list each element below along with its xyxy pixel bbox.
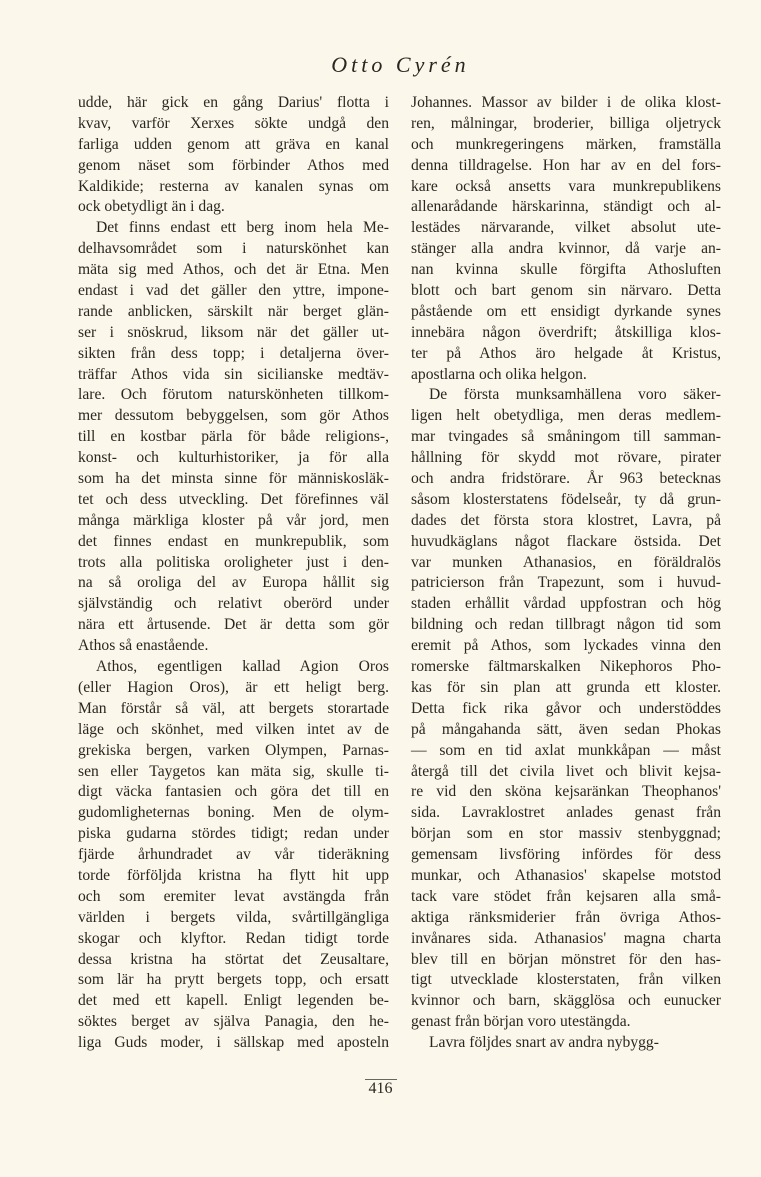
left-column-line: läge och skönhet, med vilken intet av de <box>78 720 389 738</box>
right-column-line: var munken Athanasios, en föräldralös <box>411 553 721 571</box>
right-column-line: ligen helt obetydliga, men deras medlem- <box>411 407 721 425</box>
right-column-line: stänger alla andra kvinnor, då varje an- <box>411 240 721 258</box>
left-column-line: nära ett årtusende. Det är detta som gör <box>78 616 389 634</box>
left-column-line: na så oroliga del av Europa hållit sig <box>78 574 389 592</box>
left-column-line: genom näset som förbinder Athos med <box>78 156 389 174</box>
left-column-line: söktes berget av själva Panagia, den he- <box>78 1013 389 1031</box>
left-column-line: det med ett kapell. Enligt legenden be- <box>78 992 389 1010</box>
left-column-line: till en kostbar pärla för både religions-, <box>78 428 389 446</box>
left-column-line: gudomligheternas boning. Men de olym- <box>78 804 389 822</box>
left-column-line: det finnes endast en munkrepublik, som <box>78 532 389 550</box>
left-column-line: piska gudarna stördes tidigt; redan under <box>78 825 389 843</box>
right-column-line: på mångahanda sätt, även sedan Phokas <box>411 720 721 738</box>
left-column-line: trots alla politiska oroligheter just i den- <box>78 553 389 571</box>
left-column-line: många märkliga kloster på vår jord, men <box>78 511 389 529</box>
right-column-line: munkar, och Athanasios' skapelse motstod <box>411 866 721 884</box>
running-header: Otto Cyrén <box>331 52 470 77</box>
left-column-line: delhavsområdet som i naturskönhet kan <box>78 240 389 258</box>
left-column-line: dessa kristna ha störtat det Zeusaltare, <box>78 950 389 968</box>
right-column-line: allenarådande härskarinna, ständigt och al- <box>411 198 721 216</box>
left-column-line: fjärde århundradet av vår tideräkning <box>78 846 389 864</box>
left-text-column <box>78 93 389 1054</box>
right-column-line: bildning och redan tillbragt någon tid som <box>411 616 721 634</box>
left-column-line: mäta sig med Athos, och det är Etna. Men <box>78 261 389 279</box>
left-column-line: och som eremiter levat avstängda från <box>78 887 389 905</box>
right-column-line: påstående om ett ensidigt dyrkande synes <box>411 302 721 320</box>
right-column-line: re vid den sköna kejsaränkan Theophanos' <box>411 783 721 801</box>
left-column-line: lare. Och förutom naturskönheten tillkom- <box>78 386 389 404</box>
right-column-line: ren, målningar, broderier, billiga oljetryck <box>411 114 721 132</box>
page-number-text: 416 <box>365 1079 397 1097</box>
right-column-line: och munkregeringens märken, framställa <box>411 135 721 153</box>
right-column-line: ter på Athos äro helgade åt Kristus, <box>411 344 721 362</box>
left-column-line: Kaldikide; resterna av kanalen synas om <box>78 177 389 195</box>
left-column-line: rande anblicken, särskilt när berget glän- <box>78 302 389 320</box>
right-column-line: aktiga ränksmiderier från övriga Athos- <box>411 908 721 926</box>
right-column-line: kvinnor och barn, skägglösa och eunucker <box>411 992 721 1010</box>
right-column-line: innebära någon överdrift; åtskilliga klos- <box>411 323 721 341</box>
left-column-line: träffar Athos vida sin sicilianske medtäv- <box>78 365 389 383</box>
right-column-line: blott och bart genom sin närvaro. Detta <box>411 282 721 300</box>
right-column-line: blev till en början mönstret för den has- <box>411 950 721 968</box>
right-column-line: kare också ansetts vara munkrepublikens <box>411 177 721 195</box>
left-column-line: udde, här gick en gång Darius' flotta i <box>78 94 389 111</box>
right-column-line: denna tilldragelse. Hon har av en del fors- <box>411 156 721 174</box>
left-column-line: sikten från dess topp; i detaljerna över- <box>78 344 389 362</box>
right-column-line: patricierson från Trapezunt, som i huvud- <box>411 574 721 592</box>
right-column-line: såsom klosterstatens födelseår, ty då grun- <box>411 490 721 508</box>
right-text-column <box>411 93 721 1054</box>
left-column-line: självständig och relativt oberörd under <box>78 595 389 613</box>
right-column-line: och andra fridstörare. År 963 betecknas <box>411 470 721 488</box>
left-column-line: Man förstår så väl, att bergets storartade <box>78 699 389 717</box>
right-column-line: Johannes. Massor av bilder i de olika klost- <box>411 94 721 111</box>
right-column-line: apostlarna och olika helgon. <box>411 365 587 383</box>
left-column-line: liga Guds moder, i sällskap med aposteln <box>78 1034 389 1052</box>
left-column-line: kvav, varför Xerxes sökte undgå den <box>78 114 389 132</box>
right-column-line: nan kvinna skulle förgifta Athosluften <box>411 261 721 279</box>
right-column-line: gemensam livsföring infördes för dess <box>411 846 721 864</box>
left-column-line: världen i bergets vilda, svårtillgängliga <box>78 908 389 926</box>
right-column-line: mar tvingades så småningom till samman- <box>411 428 721 446</box>
right-column-line: tigt utvecklade klosterstaten, från vilken <box>411 971 721 989</box>
right-column-line: romerske fältmarskalken Nikephoros Pho- <box>411 658 721 676</box>
right-column-line: Detta fick rika gåvor och understöddes <box>411 699 721 717</box>
page-number <box>0 1080 761 1098</box>
left-column-line: grekiska bergen, varken Olympen, Parnas- <box>78 741 389 759</box>
right-column-line: tack vare stödet från kejsaren alla små- <box>411 887 721 905</box>
left-column-line: mer dessutom bebyggelsen, som gör Athos <box>78 407 389 425</box>
right-column-line: huvudkäglans något flackare östsida. Det <box>411 532 721 550</box>
left-column-line: tet och dess utveckling. Det förefinnes väl <box>78 490 389 508</box>
right-column-line: lestädes närvarande, vilket absolut ute- <box>411 219 721 237</box>
right-column-line: eremit på Athos, som lyckades vinna den <box>411 637 721 655</box>
right-column-line: återgå till det civila livet och blivit kejsa- <box>411 762 721 780</box>
right-column-line: sida. Lavraklostret anlades genast från <box>411 804 721 822</box>
left-column-line: ser i snöskrud, liksom när det gäller ut- <box>78 323 389 341</box>
left-column-line: som lär ha prytt bergets topp, och ersatt <box>78 971 389 989</box>
left-column-line: (eller Hagion Oros), är ett heligt berg. <box>78 678 389 696</box>
right-column-line: hållning för skydd mot rövare, pirater <box>411 449 721 467</box>
left-column-line: endast i vad det gäller den yttre, impone- <box>78 282 389 300</box>
left-column-line: farliga udden genom att gräva en kanal <box>78 135 389 153</box>
left-column-line: sen eller Taygetos kan mäta sig, skulle ti- <box>78 762 389 780</box>
right-column-line: Lavra följdes snart av andra nybygg- <box>429 1034 659 1052</box>
right-column-line: staden erhållit vårdad uppfostran och hög <box>411 595 721 613</box>
left-column-line: som ha det minsta sinne för människosläk- <box>78 470 389 488</box>
right-column-line: invånares sida. Athanasios' magna charta <box>411 929 721 947</box>
left-column-line: ock obetydligt än i dag. <box>78 198 225 216</box>
left-column-line: Athos så enastående. <box>78 637 209 655</box>
right-column-line: dades det första stora klostret, Lavra, på <box>411 511 721 529</box>
left-column-line: Athos, egentligen kallad Agion Oros <box>96 658 389 676</box>
right-column-line: början som en stor massiv stenbyggnad; <box>411 825 721 843</box>
right-column-line: kas för sin plan att grunda ett kloster. <box>411 678 721 696</box>
left-column-line: skogar och klyftor. Redan tidigt torde <box>78 929 389 947</box>
right-column-line: genast från början voro utestängda. <box>411 1013 631 1031</box>
left-column-line: Det finns endast ett berg inom hela Me- <box>96 219 389 237</box>
left-column-line: digt väcka fantasien och göra det till en <box>78 783 389 801</box>
right-column-line: — som en tid axlat munkkåpan — måst <box>411 741 721 759</box>
left-column-line: torde förföljda kristna ha flytt hit upp <box>78 866 389 884</box>
left-column-line: konst- och kulturhistoriker, ja för alla <box>78 449 389 467</box>
right-column-line: De första munksamhällena voro säker- <box>429 386 721 404</box>
